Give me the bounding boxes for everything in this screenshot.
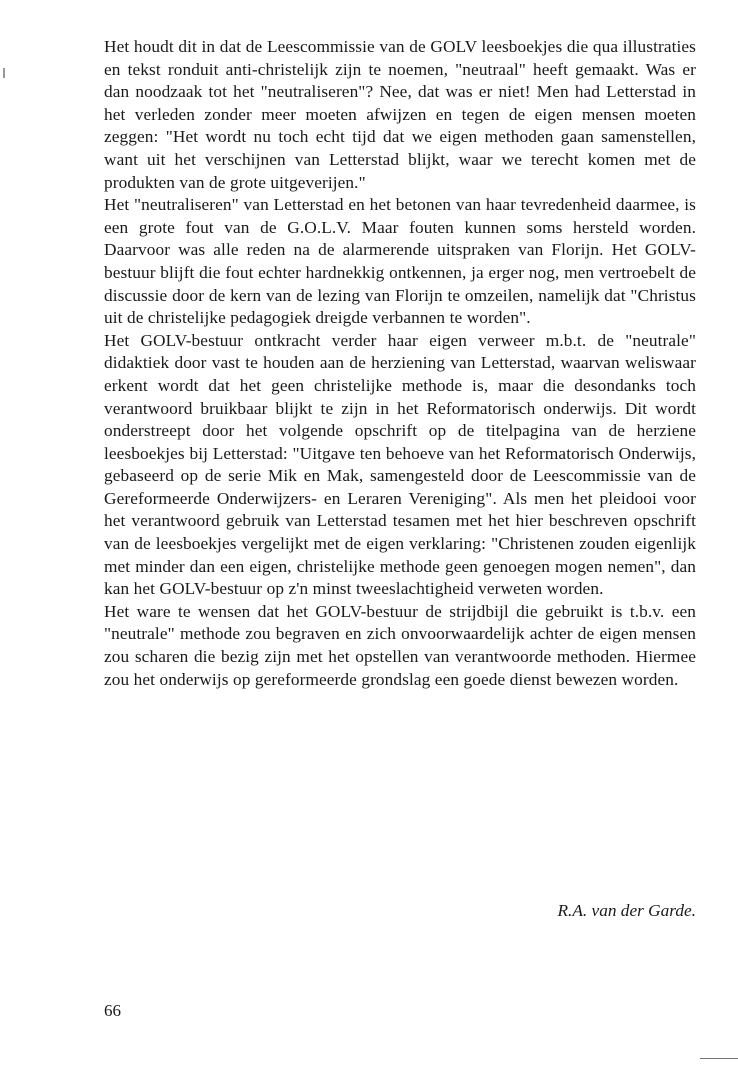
page-number: 66 xyxy=(104,1001,121,1020)
body-text xyxy=(104,36,696,691)
paragraph-3: Het GOLV-bestuur ontkracht verder haar eigen verweer m.b.t. de "neutrale" didaktiek door vast te houden aan de herziening van Letterstad, waarvan weliswaar erkent wordt dat het geen christelijke methode is, maar die desondanks toch verantwoord bruikbaar blijkt te zijn in het Reformatorisch onderwijs. Dit wordt onderstreept door het volgende opschrift op de titelpagina van de herziene leesboekjes bij Letterstad: "Uitgave ten behoeve van het Reformatorisch Onderwijs, gebaseerd op de serie Mik en Mak, samengesteld door de Leescommissie van de Gereformeerde Onderwijzers- en Leraren Vereniging". Als men het pleidooi voor het verantwoord gebruik van Letterstad tesamen met het hier beschreven opschrift van de leesboekjes vergelijkt met de eigen verklaring: "Christenen zouden eigenlijk met minder dan een eigen, christelijke methode geen genoegen mogen nemen", dan kan het GOLV-bestuur op z'n minst tweeslachtigheid verweten worden. xyxy=(104,330,696,599)
author-signature: R.A. van der Garde. xyxy=(557,901,696,920)
bottom-rule xyxy=(700,1058,738,1059)
scan-artifact-mark xyxy=(3,68,5,78)
paragraph-2: Het "neutraliseren" van Letterstad en het betonen van haar tevredenheid daarmee, is een grote fout van de G.O.L.V. Maar fouten kunnen soms hersteld worden. Daarvoor was alle reden na de alarmerende uitspraken van Florijn. Het GOLV-bestuur blijft die fout echter hardnekkig ontkennen, ja erger nog, men vertroebelt de discussie door de kern van de lezing van Florijn te omzeilen, namelijk dat "Christus uit de christelijke pedagogiek dreigde verbannen te worden". xyxy=(104,195,696,328)
paragraph-1: Het houdt dit in dat de Leescommissie van de GOLV leesboekjes die qua illustraties en tekst ronduit anti-christelijk zijn te noemen, "neutraal" heeft gemaakt. Was er dan noodzaak tot het "neutraliseren"? Nee, dat was er niet! Men had Letterstad in het verleden zonder meer moeten afwijzen en tegen de eigen mensen moeten zeggen: "Het wordt nu toch echt tijd dat we eigen methoden gaan samenstellen, want uit het verschijnen van Letterstad blijkt, waar we terecht komen met de produkten van de grote uitgeverijen." xyxy=(104,37,696,192)
paragraph-4: Het ware te wensen dat het GOLV-bestuur de strijdbijl die gebruikt is t.b.v. een "neutrale" methode zou begraven en zich onvoorwaardelijk achter de eigen mensen zou scharen die bezig zijn met het opstellen van verantwoorde methoden. Hiermee zou het onderwijs op gereformeerde grondslag een goede dienst bewezen worden. xyxy=(104,601,696,689)
